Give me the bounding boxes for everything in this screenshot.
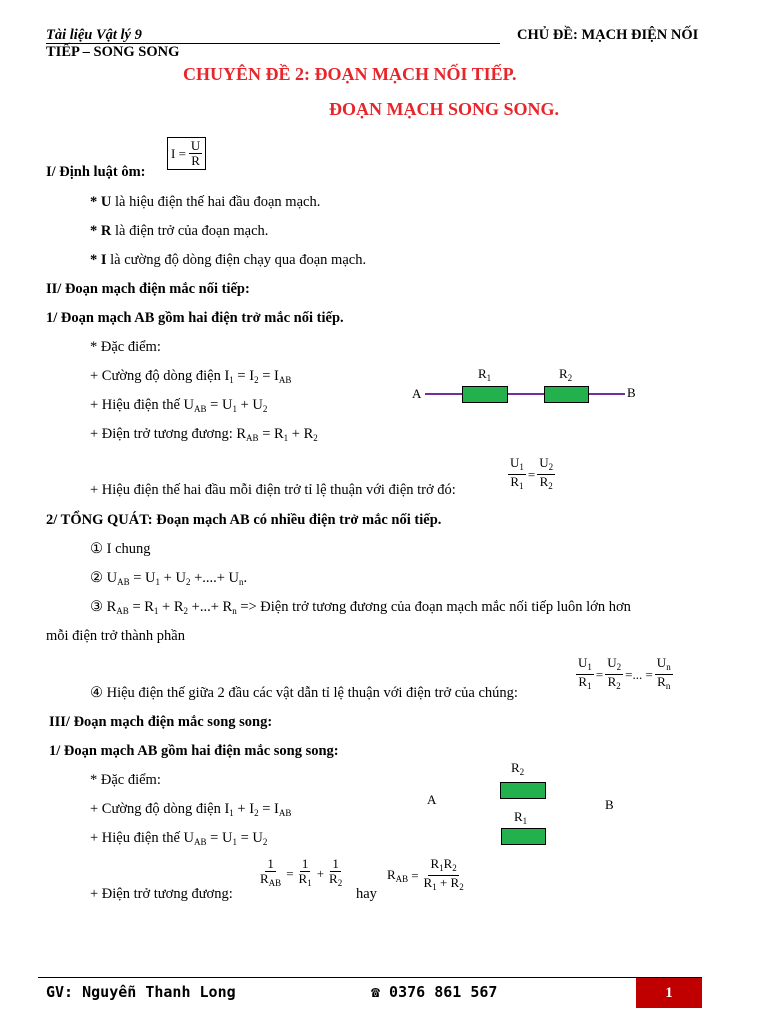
section3-current: + Cường độ dòng điện $I_1 + I_2 = I_{AB}$ [90,801,292,818]
general-2: ② $U_{AB} = U_1 + U_2$ +....+ $U_n$. [90,570,248,587]
section3-heading: III/ Đoạn mạch điện mắc song song: [49,714,273,730]
section2-sub2: 2/ TỔNG QUÁT: Đoạn mạch AB có nhiều điện trở mắc nối tiếp. [46,512,442,528]
section2-current: + Cường độ dòng điện $I_1 = I_2 = I_{AB}$ [90,368,292,385]
parallel-label-a: A [427,792,437,807]
header-left: Tài liệu Vật lý 9 [46,27,142,43]
title-line1: CHUYÊN ĐỀ 2: ĐOẠN MẠCH NỐI TIẾP. [183,64,517,84]
section2-resistance: + Điện trở tương đương: $R_{AB} = R_1 + R_2$ [90,426,318,443]
section2-feature: * Đặc điểm: [90,339,161,355]
ohm-num: U [190,138,201,153]
footer-rule [38,977,702,978]
ohm-den: R [191,153,200,168]
section1-item-r: * R là điện trở của đoạn mạch. [90,223,269,239]
section3-feature: * Đặc điểm: [90,772,161,788]
section2-ratio-text: + Hiệu điện thế hai đầu mỗi điện trở tỉ lệ thuận với điện trở đó: [90,482,456,498]
series-resistor-r1 [462,386,508,403]
series-ratio-formula: $\frac{U_1}{R_1}$ = $\frac{U_2}{R_2}$ [510,455,554,491]
general-3: ③ $R_{AB} = R_1 + R_2$ +...+ $R_n$ => Điện trở tương đương của đoạn mạch mắc nối tiếp luôn lớn hơn [90,599,631,616]
section1-item-i: * I là cường độ dòng điện chạy qua đoạn mạch. [90,252,367,268]
series-wire [425,393,625,395]
header-right: CHỦ ĐỀ: MẠCH ĐIỆN NỐI [517,27,699,43]
parallel-label-r2: $R_2$ [511,760,525,777]
general-ratio-formula: $\frac{U_1}{R_1}$ = $\frac{U_2}{R_2}$ =... = $\frac{U_n}{R_n}$ [578,655,671,691]
section2-sub1: 1/ Đoạn mạch AB gồm hai điện trở mắc nối tiếp. [46,310,344,326]
ohm-lhs: I = [171,145,186,161]
general-3-cont: mỗi điện trở thành phần [46,628,185,644]
general-1: ① I chung [90,541,151,557]
footer-teacher: GV: Nguyễn Thanh Long [46,983,236,1001]
parallel-formula-2: $R_{AB}$ = $\frac{R_1R_2}{R_1 + R_2}$ [387,856,464,892]
section3-hay: hay [356,886,377,902]
parallel-resistor-r2 [500,782,546,799]
section1-heading: I/ Định luật ôm: [46,164,146,180]
section3-sub1: 1/ Đoạn mạch AB gồm hai điện mắc song song: [49,743,339,759]
header-right-cont: TIẾP – SONG SONG [46,44,180,60]
section2-voltage: + Hiệu điện thế $U_{AB} = U_1 + U_2$ [90,397,268,414]
title-line2: ĐOẠN MẠCH SONG SONG. [329,99,560,119]
series-label-r2: $R_2$ [559,366,573,383]
series-resistor-r2 [544,386,589,403]
ohm-formula-box [167,137,206,170]
footer-phone: ☎ 0376 861 567 [371,983,498,1001]
series-label-r1: $R_1$ [478,366,492,383]
page-number: 1 [636,978,702,1008]
series-label-b: B [627,385,636,400]
section3-resistance: + Điện trở tương đương: [90,886,233,902]
parallel-label-r1: $R_1$ [514,809,528,826]
section2-heading: II/ Đoạn mạch điện mắc nối tiếp: [46,281,250,297]
parallel-resistor-r1 [501,828,546,845]
parallel-label-b: B [605,797,614,812]
general-4: ④ Hiệu điện thế giữa 2 đầu các vật dẫn tỉ lệ thuận với điện trở của chúng: [90,685,518,701]
parallel-formula-1: $\frac{1}{R_{AB}}$ = $\frac{1}{R_1}$ + $\frac{1}{R_2}$ [260,856,343,888]
ohm-fraction [189,139,202,168]
series-label-a: A [412,386,422,401]
section3-voltage: + Hiệu điện thế $U_{AB} = U_1 = U_2$ [90,830,268,847]
section1-item-u: * U là hiệu điện thế hai đầu đoạn mạch. [90,194,321,210]
